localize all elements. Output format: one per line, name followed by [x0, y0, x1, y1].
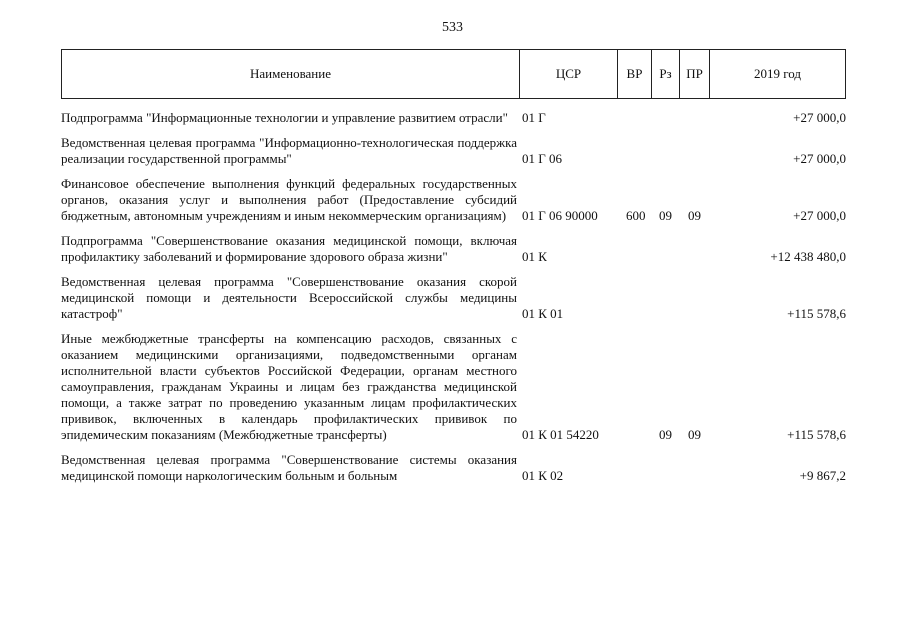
row-name: Иные межбюджетные трансферты на компенсацию расходов, связанных с оказанием медицинскими организациями, подведомственными органам исполнительной власти субъектов Российской Федерации, органам местного самоуправления, гражданам Украины и лицам без гражданства медицинской помощи, а также затрат по проведению указанным лицам профилактических прививок, включенных в календарь профилактических прививок по эпидемическим показаниям (Межбюджетные трансферты): [61, 331, 517, 442]
row-amount: +115 578,6: [787, 427, 846, 442]
row-name: Ведомственная целевая программа "Информационно-технологическая поддержка реализации государственной программы": [61, 135, 517, 166]
table-row: [61, 176, 846, 224]
page-number: 533: [442, 20, 463, 35]
row-amount: +9 867,2: [799, 468, 846, 483]
row-name: Подпрограмма "Совершенствование оказания медицинской помощи, включая профилактику заболеваний и формирование здорового образа жизни": [61, 233, 517, 264]
header-year: 2019 год: [710, 50, 846, 99]
table-row: [61, 452, 846, 484]
row-csr: 01 Г 06: [522, 151, 563, 166]
table-row: [61, 135, 846, 167]
table-row: [61, 331, 846, 443]
row-csr: 01 К 01 54220: [522, 427, 599, 442]
row-name: Ведомственная целевая программа "Совершенствование оказания скорой медицинской помощи и деятельности Всероссийской службы медицины катастроф": [61, 274, 517, 321]
row-csr: 01 Г 06 90000: [522, 208, 598, 223]
header-pr: ПР: [680, 50, 710, 99]
row-amount: +115 578,6: [787, 306, 846, 321]
row-csr: 01 К 01: [522, 306, 564, 321]
row-csr: 01 Г: [522, 110, 546, 125]
budget-rows: [61, 110, 846, 493]
row-amount: +27 000,0: [793, 151, 846, 166]
table-row: [61, 110, 846, 126]
row-csr: 01 К 02: [522, 468, 564, 483]
table-header: [61, 49, 846, 99]
row-pr: 09: [688, 427, 701, 442]
row-name: Финансовое обеспечение выполнения функций федеральных государственных органов, оказания услуг и выполнения работ (Предоставление субсидий бюджетным, автономным учреждениям и иным некоммерческим организациям): [61, 176, 517, 223]
header-name: Наименование: [62, 50, 520, 99]
row-amount: +27 000,0: [793, 208, 846, 223]
row-amount: +12 438 480,0: [770, 249, 846, 264]
row-name: Ведомственная целевая программа "Совершенствование системы оказания медицинской помощи наркологическим больным и больным: [61, 452, 517, 483]
row-rz: 09: [659, 208, 672, 223]
row-vr: 600: [626, 208, 646, 223]
table-row: [61, 233, 846, 265]
header-vr: ВР: [618, 50, 652, 99]
row-pr: 09: [688, 208, 701, 223]
row-name: Подпрограмма "Информационные технологии и управление развитием отрасли": [61, 110, 508, 125]
header-rz: Рз: [652, 50, 680, 99]
row-amount: +27 000,0: [793, 110, 846, 125]
row-rz: 09: [659, 427, 672, 442]
row-csr: 01 К: [522, 249, 547, 264]
header-csr: ЦСР: [520, 50, 618, 99]
table-row: [61, 274, 846, 322]
